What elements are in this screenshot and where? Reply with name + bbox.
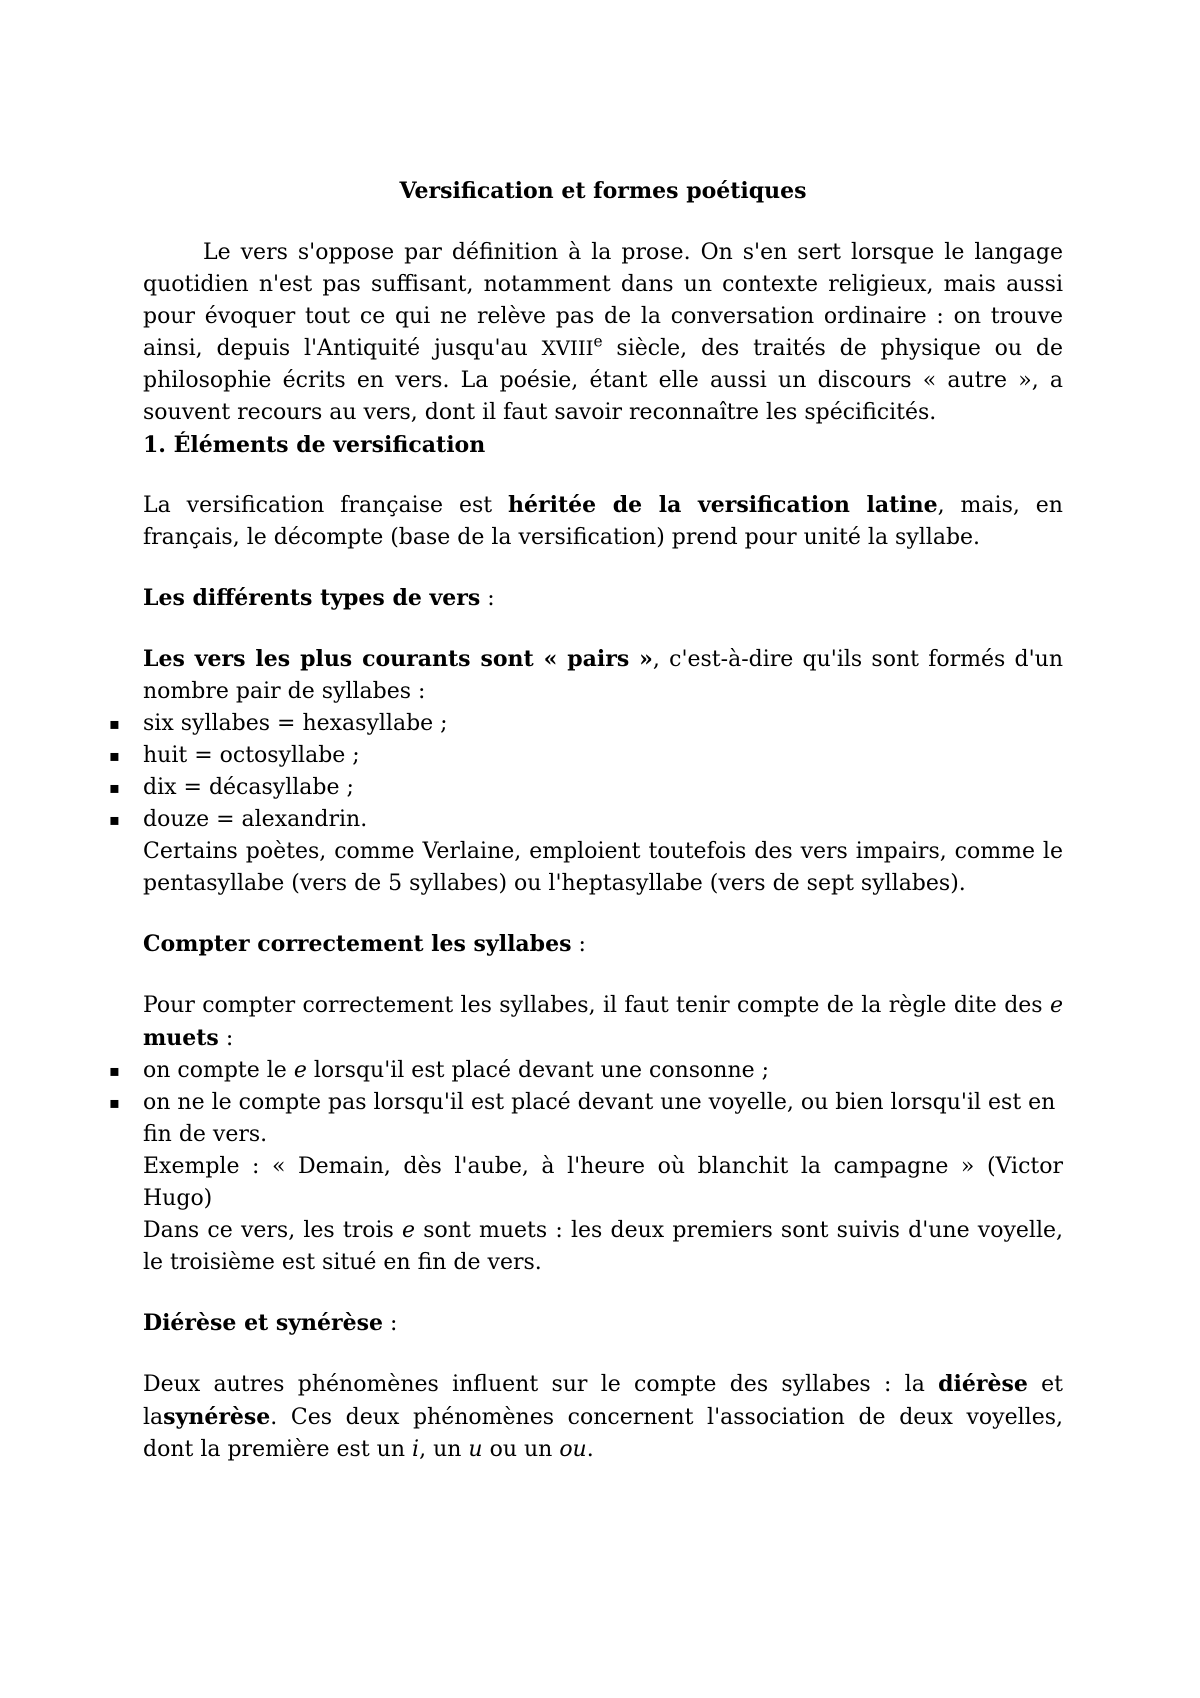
intro-text-2: siècle, des traités de physique ou de philosophie écrits en vers. La poésie, étant elle aussi un discours « autre », a souvent recours au vers, dont il faut savoir reconnaître les spécificités. [143,336,1064,425]
rule-1-text-a: on compte le [143,1058,294,1083]
types-heading-suffix: : [480,586,495,611]
count-heading [143,928,1063,961]
section-1-paragraph [143,489,1063,554]
century-superscript: e [593,332,603,351]
dierese-text-c: . Ces deux phénomènes concernent l'association de deux voyelles, dont la première est un [143,1405,1063,1462]
verse-types-list [143,708,1063,836]
dierese-heading [143,1307,1063,1340]
count-lead-muets: muets [143,1025,219,1051]
count-heading-text: Compter correctement les syllabes [143,931,572,957]
dierese-heading-suffix: : [383,1311,398,1336]
document-title: Versification et formes poétiques [399,178,807,204]
section-1-bold: héritée de la versification latine [508,492,938,518]
dierese-end: . [586,1437,594,1462]
explain-text-b: sont muets : les deux premiers sont suivis d'une voyelle, le troisième est situé en fin de vers. [143,1218,1063,1275]
section-1-text-a: La versification française est [143,493,509,518]
list-item [143,1055,1063,1087]
types-lead-bold: Les vers les plus courants sont « pairs » [143,646,653,672]
section-1-heading: 1. Éléments de versification [143,432,486,458]
count-rules-list [143,1055,1063,1151]
list-item: ▪ huit = octosyllabe ; [143,740,1063,772]
century-numeral: XVIII [541,337,594,360]
dierese-text-a: Deux autres phénomènes influent sur le compte des syllabes : la [143,1372,939,1397]
list-item: ▪ dix = décasyllabe ; [143,772,1063,804]
dierese-heading-text: Diérèse et synérèse [143,1310,384,1336]
vowel-u: u [468,1437,483,1462]
explain-text-a: Dans ce vers, les trois [143,1218,403,1243]
explain-e: e [402,1218,416,1243]
rule-1-e: e [293,1058,307,1083]
count-lead-end: : [218,1026,234,1051]
document-page [143,175,1063,1466]
types-heading [143,582,1063,615]
dierese-text-b: et la [143,1372,1063,1430]
dierese-sep-2: ou un [482,1437,560,1462]
dierese-bold: diérèse [938,1371,1028,1397]
types-heading-text: Les différents types de vers [143,585,481,611]
list-item: ▪ on ne le compte pas lorsqu'il est placé devant une voyelle, ou bien lorsqu'il est en fin de vers. [143,1087,1063,1151]
count-lead-e: e [1049,993,1063,1018]
vowel-i: i [412,1437,420,1462]
intro-text-1: Le vers s'oppose par définition à la prose. On s'en sert lorsque le langage quotidien n'est pas suffisant, notamment dans un contexte religieux, mais aussi pour évoquer tout ce qui ne relève pas de la conversation ordinaire : on trouve ainsi, depuis l'Antiquité jusqu'au [143,240,1063,361]
count-heading-suffix: : [571,932,586,957]
vowel-ou: ou [559,1437,587,1462]
dierese-sep-1: , un [419,1437,469,1462]
types-after: Certains poètes, comme Verlaine, emploient toutefois des vers impairs, comme le pentasyllabe (vers de 5 syllabes) ou l'heptasyllabe (vers de sept syllabes). [143,839,1063,896]
count-lead [143,989,1063,1055]
list-item: ▪ douze = alexandrin. [143,804,1063,836]
count-lead-text: Pour compter correctement les syllabes, il faut tenir compte de la règle dite des [143,993,1050,1018]
count-explanation [143,1215,1063,1279]
count-example: Exemple : « Demain, dès l'aube, à l'heure où blanchit la campagne » (Victor Hugo) [143,1154,1063,1211]
list-item: ▪ six syllabes = hexasyllabe ; [143,708,1063,740]
rule-1-text-b: lorsqu'il est placé devant une consonne ; [306,1058,770,1083]
synerese-bold: synérèse [163,1404,271,1430]
types-lead [143,643,1063,708]
section-1-text-b: , mais, en français, le décompte (base de la versification) prend pour unité la syllabe. [143,493,1063,550]
intro-paragraph [143,237,1063,429]
dierese-paragraph [143,1368,1063,1466]
types-lead-rest: , c'est-à-dire qu'ils sont formés d'un nombre pair de syllabes : [143,647,1064,704]
